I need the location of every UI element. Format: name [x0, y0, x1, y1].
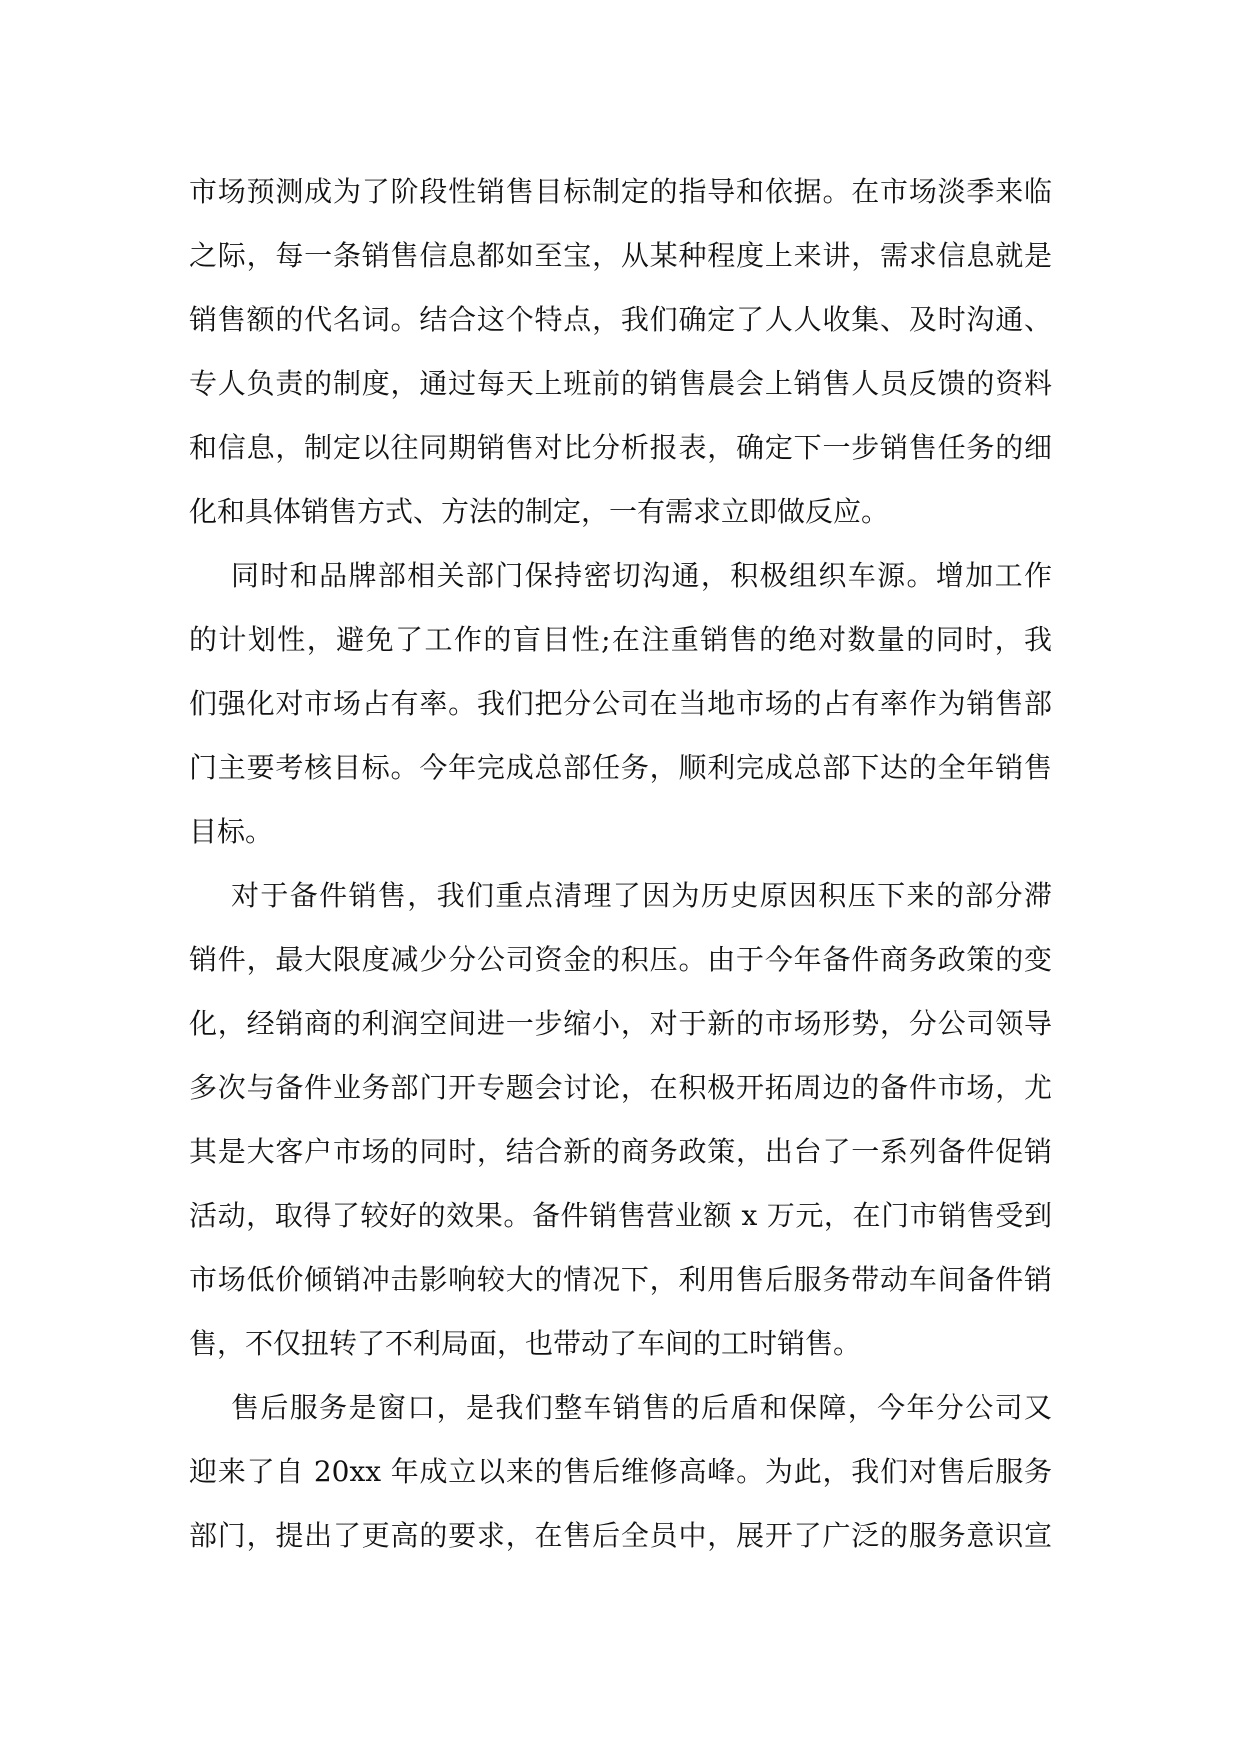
text-line: 专人负责的制度，通过每天上班前的销售晨会上销售人员反馈的资料 [189, 367, 1052, 400]
text-line: 的计划性，避免了工作的盲目性;在注重销售的绝对数量的同时，我 [189, 623, 1052, 656]
text-line: 同时和品牌部相关部门保持密切沟通，积极组织车源。增加工作 [231, 559, 1052, 592]
text-line: 市场低价倾销冲击影响较大的情况下，利用售后服务带动车间备件销 [189, 1263, 1052, 1296]
text-line: 售，不仅扭转了不利局面，也带动了车间的工时销售。 [189, 1327, 862, 1360]
text-line: 市场预测成为了阶段性销售目标制定的指导和依据。在市场淡季来临 [189, 175, 1052, 208]
text-line: 活动，取得了较好的效果。备件销售营业额 x 万元，在门市销售受到 [189, 1199, 1052, 1232]
body-text [189, 160, 1052, 1568]
text-line: 目标。 [189, 815, 274, 848]
text-line: 之际，每一条销售信息都如至宝，从某种程度上来讲，需求信息就是 [189, 239, 1052, 272]
text-line: 部门，提出了更高的要求，在售后全员中，展开了广泛的服务意识宣 [189, 1519, 1052, 1552]
text-line: 多次与备件业务部门开专题会讨论，在积极开拓周边的备件市场，尤 [189, 1071, 1052, 1104]
text-line: 和信息，制定以往同期销售对比分析报表，确定下一步销售任务的细 [189, 431, 1052, 464]
text-line: 化，经销商的利润空间进一步缩小，对于新的市场形势，分公司领导 [189, 1007, 1052, 1040]
text-line: 化和具体销售方式、方法的制定，一有需求立即做反应。 [189, 495, 890, 528]
text-line: 售后服务是窗口，是我们整车销售的后盾和保障，今年分公司又 [231, 1391, 1052, 1424]
text-line: 门主要考核目标。今年完成总部任务，顺利完成总部下达的全年销售 [189, 751, 1052, 784]
text-line: 对于备件销售，我们重点清理了因为历史原因积压下来的部分滞 [231, 879, 1052, 912]
text-line: 销售额的代名词。结合这个特点，我们确定了人人收集、及时沟通、 [189, 303, 1052, 336]
text-line: 们强化对市场占有率。我们把分公司在当地市场的占有率作为销售部 [189, 687, 1052, 720]
text-line: 其是大客户市场的同时，结合新的商务政策，出台了一系列备件促销 [189, 1135, 1052, 1168]
text-line: 销件，最大限度减少分公司资金的积压。由于今年备件商务政策的变 [189, 943, 1052, 976]
text-line: 迎来了自 20xx 年成立以来的售后维修高峰。为此，我们对售后服务 [189, 1455, 1052, 1488]
